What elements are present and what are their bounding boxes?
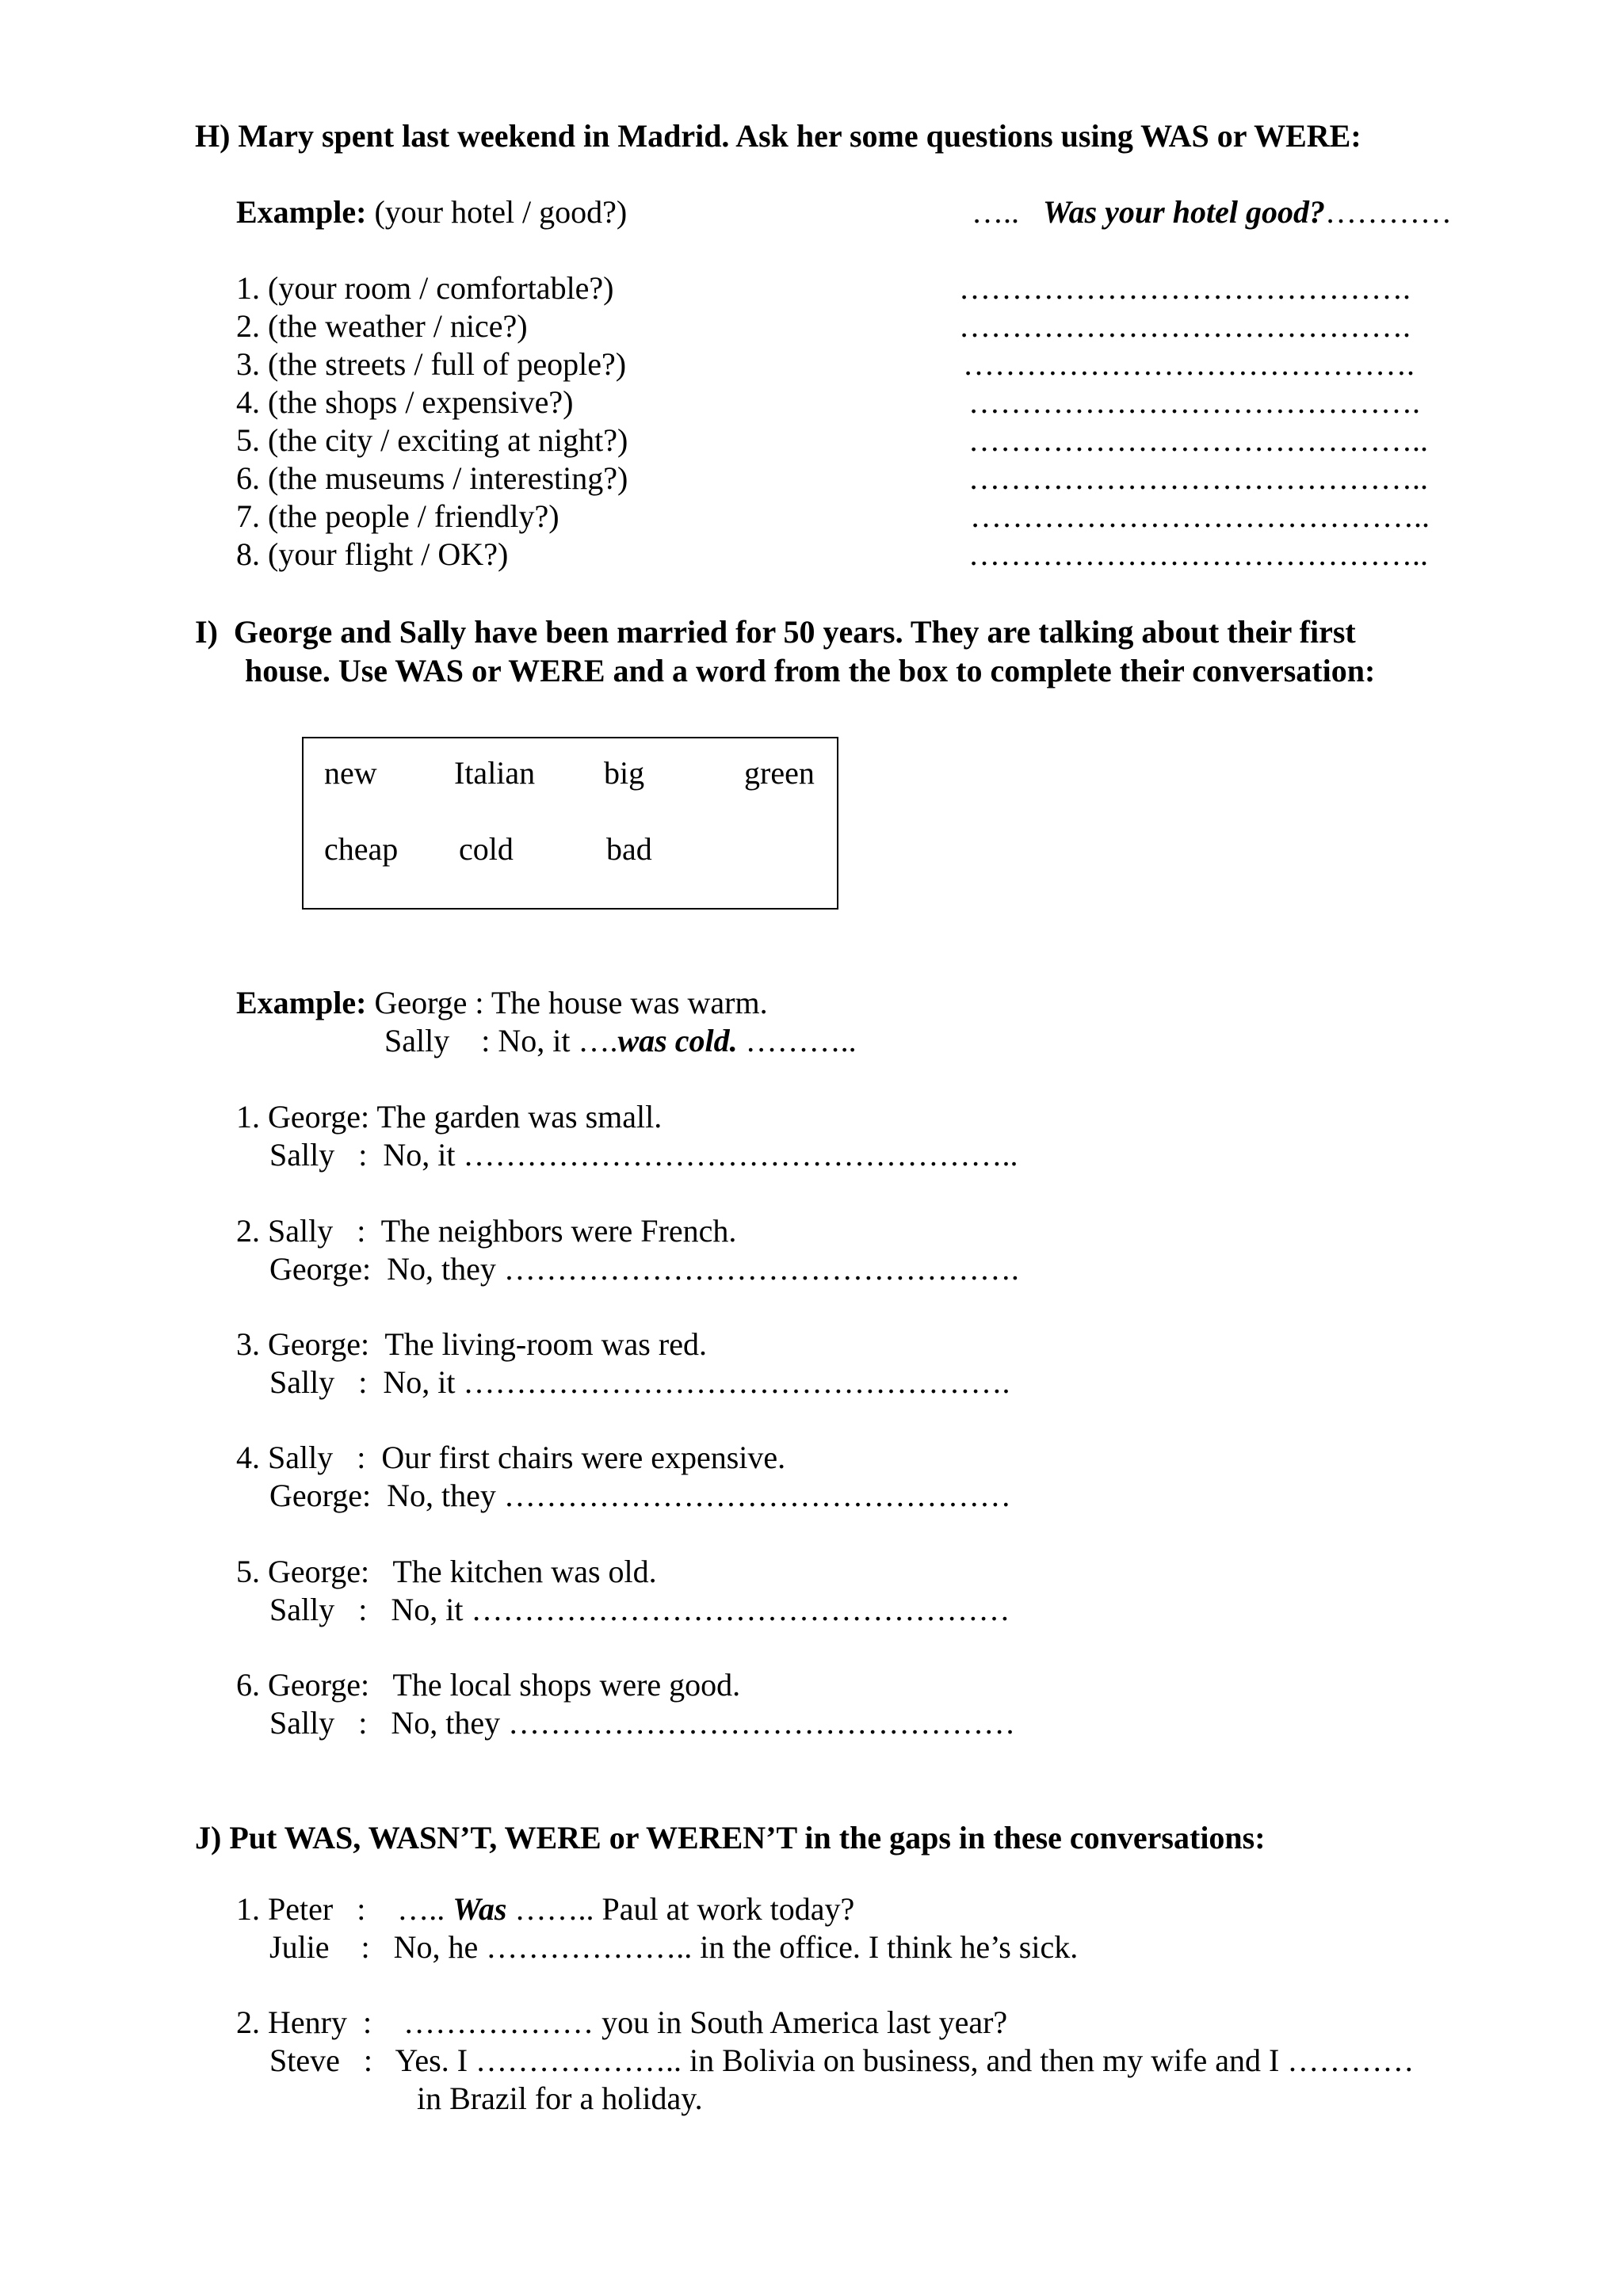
- conversation-2-line3: in Brazil for a holiday.: [417, 2081, 703, 2116]
- peter-line-tail: …….. Paul at work today?: [506, 1891, 855, 1927]
- dialogue-3-line2[interactable]: Sally : No, it …………………………………………….: [269, 1364, 1010, 1400]
- answer-blank-7[interactable]: ……………………………………..: [970, 498, 1430, 534]
- answer-blank-8[interactable]: ……………………………………..: [968, 536, 1428, 572]
- dialogue-6-line1: 6. George: The local shops were good.: [236, 1667, 741, 1703]
- example-answer: was cold.: [617, 1023, 738, 1058]
- word-box: [302, 737, 838, 910]
- section-i-example-line2: [384, 1025, 857, 1057]
- answer-blank-2[interactable]: …………………………………….: [959, 308, 1411, 344]
- example-prompt: (your hotel / good?): [374, 194, 628, 230]
- answer-dots: …..: [972, 194, 1019, 230]
- dialogue-1-line1: 1. George: The garden was small.: [236, 1099, 663, 1135]
- question-prompt-7: 7. (the people / friendly?): [236, 498, 559, 534]
- example-label: Example:: [236, 194, 367, 230]
- section-h-example-answer: [972, 196, 1452, 228]
- section-h-heading: H) Mary spent last weekend in Madrid. Ask her some questions using WAS or WERE:: [195, 118, 1361, 154]
- peter-line-lead: 1. Peter : …..: [236, 1891, 453, 1927]
- question-prompt-6: 6. (the museums / interesting?): [236, 460, 628, 496]
- dialogue-6-line2[interactable]: Sally : No, they …………………………………………: [269, 1705, 1016, 1741]
- question-prompt-2: 2. (the weather / nice?): [236, 308, 528, 344]
- conversation-1-line2[interactable]: Julie : No, he ……………….. in the office. I think he’s sick.: [269, 1929, 1079, 1965]
- section-i-heading-line1: I) George and Sally have been married for 50 years. They are talking about their first: [195, 614, 1356, 650]
- answer-dots: …………: [1324, 194, 1452, 230]
- answer-blank-4[interactable]: …………………………………….: [968, 384, 1420, 420]
- dialogue-5-line1: 5. George: The kitchen was old.: [236, 1554, 657, 1589]
- section-i-heading-line2: house. Use WAS or WERE and a word from the box to complete their conversation:: [245, 653, 1376, 688]
- example-label: Example:: [236, 985, 367, 1020]
- answer-blank-3[interactable]: …………………………………….: [963, 346, 1415, 382]
- section-i-example-line1: [236, 987, 768, 1019]
- box-word-big: big: [604, 755, 645, 791]
- answer-dots: ………..: [737, 1023, 857, 1058]
- dialogue-2-line2[interactable]: George: No, they ………………………………………….: [269, 1251, 1019, 1287]
- conversation-2-line1[interactable]: 2. Henry : ……………… you in South America last year?: [236, 2004, 1008, 2040]
- dialogue-3-line1: 3. George: The living-room was red.: [236, 1326, 707, 1362]
- dialogue-4-line2[interactable]: George: No, they …………………………………………: [269, 1478, 1011, 1513]
- dialogue-4-line1: 4. Sally : Our first chairs were expensive.: [236, 1440, 786, 1475]
- box-word-cold: cold: [459, 831, 514, 867]
- question-prompt-4: 4. (the shops / expensive?): [236, 384, 574, 420]
- answer-blank-5[interactable]: ……………………………………..: [968, 422, 1428, 458]
- dialogue-5-line2[interactable]: Sally : No, it ……………………………………………: [269, 1592, 1010, 1627]
- box-word-bad: bad: [606, 831, 652, 867]
- question-prompt-5: 5. (the city / exciting at night?): [236, 422, 628, 458]
- answer-blank-1[interactable]: …………………………………….: [959, 270, 1411, 306]
- example-sally-lead: Sally : No, it ….: [384, 1023, 618, 1058]
- conversation-2-line2[interactable]: Steve : Yes. I ……………….. in Bolivia on business, and then my wife and I …………: [269, 2042, 1415, 2078]
- example-george-line: George : The house was warm.: [374, 985, 768, 1020]
- box-word-green: green: [744, 755, 815, 791]
- box-word-cheap: cheap: [324, 831, 399, 867]
- question-prompt-1: 1. (your room / comfortable?): [236, 270, 614, 306]
- dialogue-2-line1: 2. Sally : The neighbors were French.: [236, 1213, 737, 1249]
- section-j-heading: J) Put WAS, WASN’T, WERE or WEREN’T in the gaps in these conversations:: [195, 1820, 1266, 1855]
- answer-blank-6[interactable]: ……………………………………..: [968, 460, 1428, 496]
- question-prompt-8: 8. (your flight / OK?): [236, 536, 509, 572]
- section-h-example: [236, 196, 627, 228]
- question-prompt-3: 3. (the streets / full of people?): [236, 346, 627, 382]
- example-answer: Was: [453, 1891, 507, 1927]
- box-word-italian: Italian: [454, 755, 536, 791]
- dialogue-1-line2[interactable]: Sally : No, it ……………………………………………..: [269, 1137, 1018, 1173]
- example-answer: Was your hotel good?: [1043, 194, 1325, 230]
- box-word-new: new: [324, 755, 377, 791]
- conversation-1-line1: [236, 1891, 855, 1927]
